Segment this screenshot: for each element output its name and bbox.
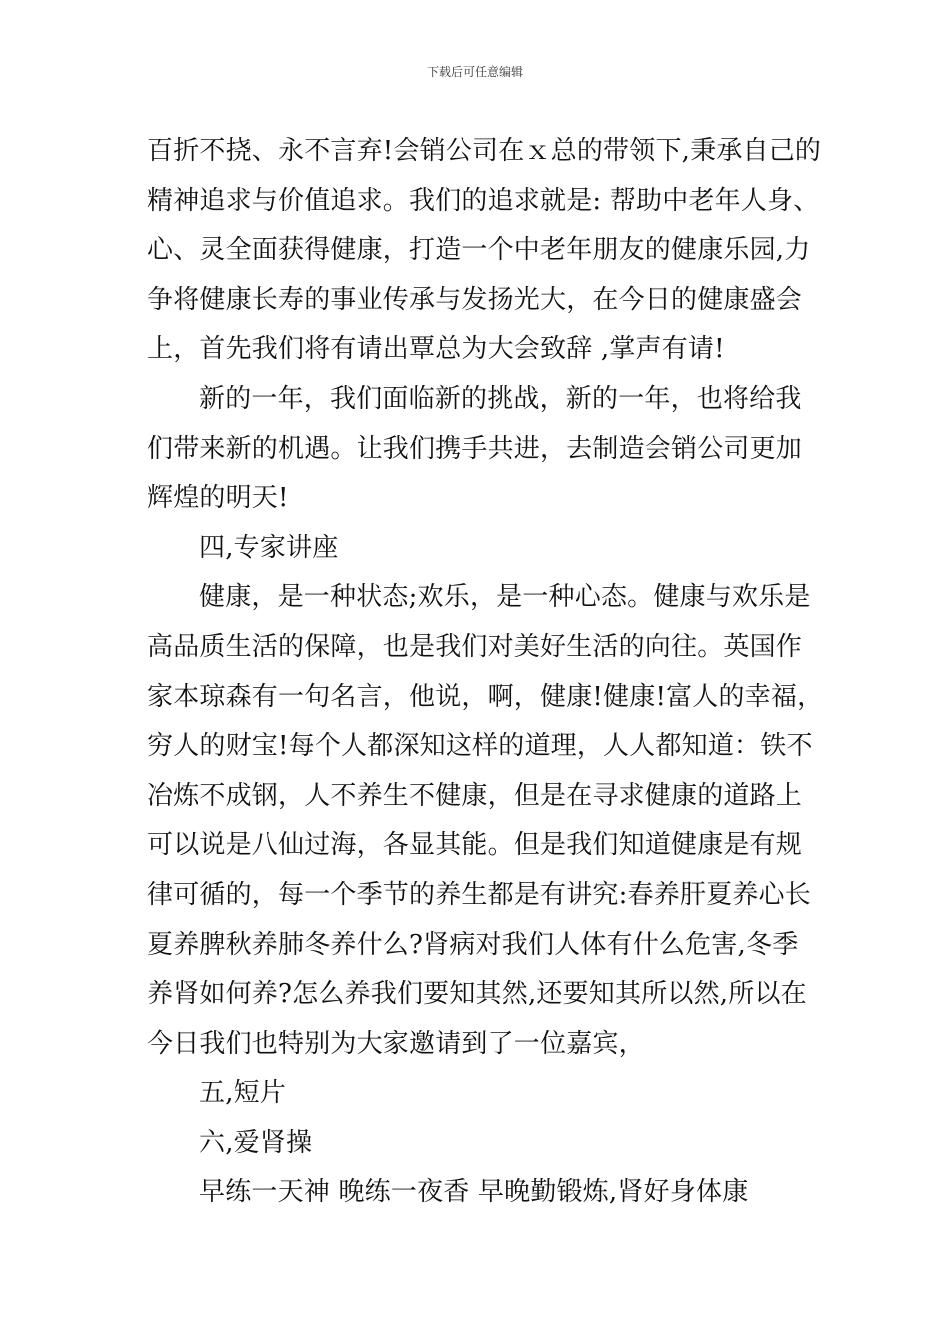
document-body — [147, 127, 837, 1218]
text-line: 穷人的财宝!每个人都深知这样的道理，人人都知道：铁不 — [147, 731, 813, 762]
text-line: 冶炼不成钢，人不养生不健康，但是在寻求健康的道路上 — [147, 780, 803, 811]
text-line: 上，首先我们将有请出覃总为大会致辞 ,掌声有请! — [147, 334, 725, 365]
text-line: 辉煌的明天! — [147, 483, 289, 514]
text-line: 争将健康长寿的事业传承与发扬光大，在今日的健康盛会 — [147, 284, 803, 315]
text-line: 可以说是八仙过海，各显其能。但是我们知道健康是有规 — [147, 830, 803, 861]
text-line: 心、灵全面获得健康，打造一个中老年朋友的健康乐园,力 — [147, 235, 811, 266]
paragraph-start: 新的一年，我们面临新的挑战，新的一年，也将给我 — [199, 383, 802, 414]
section-heading-kidney-exercise: 六,爱肾操 — [199, 1127, 313, 1158]
text-line: 百折不挠、永不言弃!会销公司在ｘ总的带领下,秉承自己的 — [147, 136, 822, 166]
section-heading-lecture: 四,专家讲座 — [199, 532, 339, 563]
paragraph-start: 健康，是一种状态;欢乐，是一种心态。健康与欢乐是 — [199, 582, 811, 613]
text-line: 们带来新的机遇。让我们携手共进，去制造会销公司更加 — [147, 433, 803, 464]
text-line: 精神追求与价值追求。我们的追求就是: 帮助中老年人身、 — [147, 185, 820, 216]
text-line: 养肾如何养?怎么养我们要知其然,还要知其所以然,所以在 — [147, 979, 807, 1010]
exercise-slogan: 早练一天神 晚练一夜香 早晚勤锻炼,肾好身体康 — [199, 1177, 749, 1208]
text-line: 夏养脾秋养肺冬养什么?肾病对我们人体有什么危害,冬季 — [147, 929, 799, 960]
text-line: 高品质生活的保障，也是我们对美好生活的向往。英国作 — [147, 631, 803, 662]
section-heading-short-film: 五,短片 — [199, 1078, 287, 1109]
text-line: 今日我们也特别为大家邀请到了一位嘉宾， — [147, 1028, 645, 1059]
text-line: 律可循的，每一个季节的养生都是有讲究:春养肝夏养心长 — [147, 879, 811, 910]
text-line: 家本琼森有一句名言，他说，啊，健康!健康!富人的幸福， — [147, 681, 824, 712]
page-header: 下载后可任意编辑 — [426, 65, 523, 79]
